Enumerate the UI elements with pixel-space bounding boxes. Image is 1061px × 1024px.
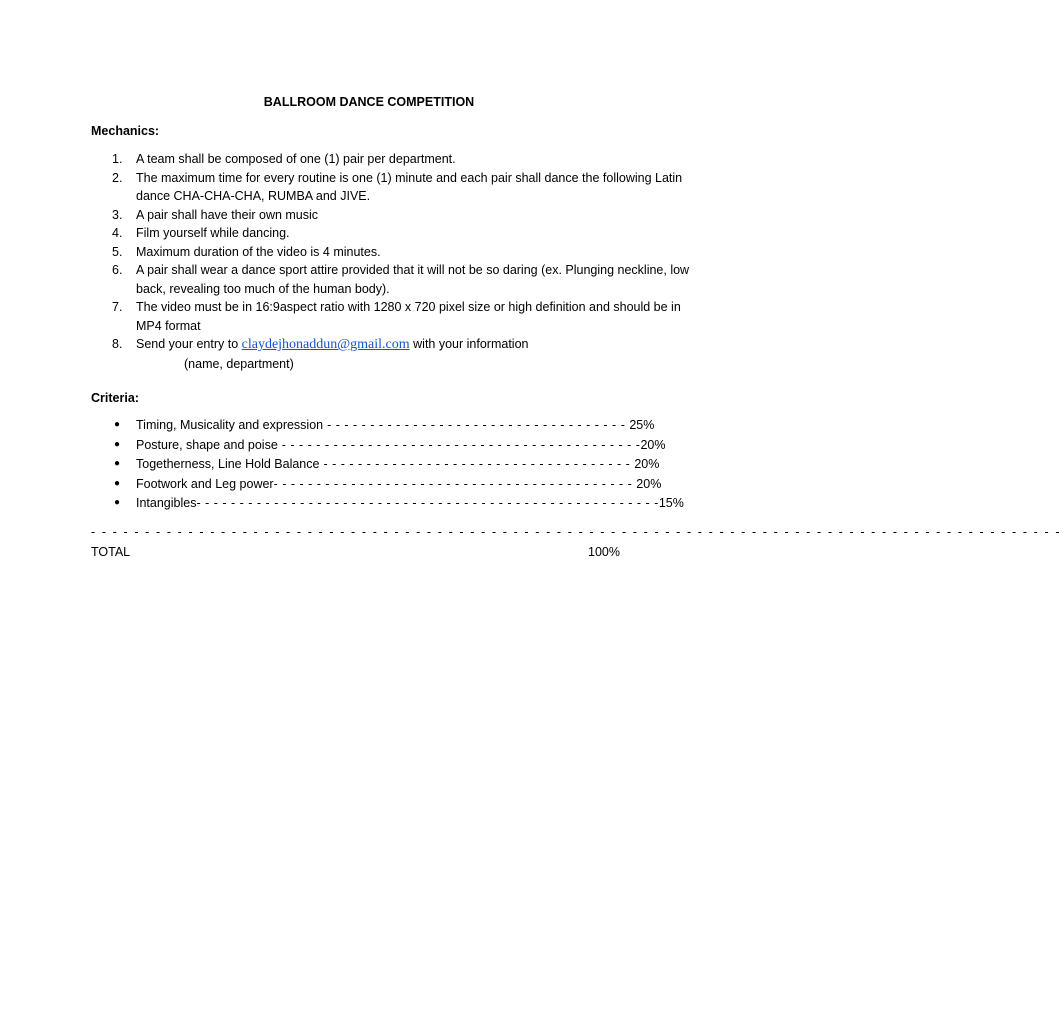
criteria-percent: 20% (640, 437, 666, 452)
criteria-name: Posture, shape and poise (136, 437, 278, 452)
dash-leader: - - - - - - - - - - - - - - - - - - - - - - - - - - - - - - - - - - - - - - - - - - - - - - - - - - - - - - (196, 496, 659, 510)
criteria-list (91, 416, 684, 514)
list-item (91, 298, 691, 335)
list-number: 3. (112, 207, 123, 222)
criteria-name: Intangibles (136, 496, 197, 510)
list-text: A pair shall have their own music (136, 207, 319, 222)
bullet-icon: ● (114, 477, 121, 489)
list-text: The maximum time for every routine is one (1) minute and each pair shall dance the following Latin dance CHA-CHA-CHA, RUMBA and JIVE. (136, 170, 683, 203)
criteria-item (91, 436, 666, 456)
dash-leader: - - - - - - - - - - - - - - - - - - - - - - - - - - - - - - - - - - - (323, 418, 630, 432)
bullet-icon: ● (114, 458, 121, 469)
list-item (91, 169, 691, 206)
list-item (91, 261, 691, 298)
document-title: BALLROOM DANCE COMPETITION (263, 95, 475, 109)
criteria-item (91, 475, 662, 495)
info-subtext: (name, department) (184, 356, 294, 371)
bullet-icon: ● (114, 438, 121, 450)
list-text: A team shall be composed of one (1) pair per department. (136, 152, 456, 166)
dash-leader: - - - - - - - - - - - - - - - - - - - - - - - - - - - - - - - - - - - - - - - - - - (277, 437, 641, 452)
email-link[interactable]: claydejhonaddun@gmail.com (241, 337, 410, 352)
list-text: The video must be in 16:9aspect ratio with 1280 x 720 pixel size or high definition and should be in MP4 format (136, 300, 681, 333)
total-label: TOTAL (91, 545, 131, 559)
list-text: Maximum duration of the video is 4 minutes. (136, 244, 381, 259)
mechanics-heading: Mechanics: (91, 124, 160, 138)
dashed-separator: - - - - - - - - - - - - - - - - - - - - - - - - - - - - - - - - - - - - - - - - - - - - - - - - - - - - - - - - - - - - - - - - - - - - - - - - - - - - - - - - - - - - - - - - - - (91, 525, 1061, 539)
bullet-icon: ● (114, 497, 121, 508)
list-item (91, 243, 691, 262)
list-item (91, 206, 691, 225)
criteria-percent: 15% (658, 496, 684, 510)
criteria-name: Togetherness, Line Hold Balance (136, 457, 320, 471)
list-item (91, 335, 691, 355)
criteria-percent: 25% (629, 418, 655, 432)
list-number: 2. (112, 170, 123, 185)
list-number: 5. (112, 244, 123, 259)
criteria-percent: 20% (634, 457, 660, 471)
list-text (136, 335, 691, 355)
list-number: 7. (112, 300, 123, 314)
list-number: 6. (112, 263, 123, 277)
criteria-item (91, 416, 655, 436)
mechanics-list (91, 150, 691, 373)
dash-leader: - - - - - - - - - - - - - - - - - - - - - - - - - - - - - - - - - - - - - - - - - - (273, 476, 637, 491)
criteria-item (91, 494, 684, 514)
entry-prefix: Send your entry to (136, 337, 239, 351)
bullet-icon: ● (114, 419, 121, 430)
list-number: 8. (112, 337, 123, 351)
criteria-heading: Criteria: (91, 391, 139, 405)
list-item (91, 150, 691, 169)
criteria-name: Footwork and Leg power (136, 476, 274, 491)
entry-suffix: with your information (413, 337, 529, 351)
list-number: 1. (112, 152, 123, 166)
list-text: A pair shall wear a dance sport attire provided that it will not be so daring (ex. Plunging neckline, low back, revealing too much of the human body). (136, 263, 690, 296)
criteria-item (91, 455, 660, 475)
criteria-name: Timing, Musicality and expression (136, 418, 324, 432)
list-number: 4. (112, 226, 123, 240)
list-item (91, 224, 691, 243)
total-value: 100% (588, 545, 620, 559)
dash-leader: - - - - - - - - - - - - - - - - - - - - - - - - - - - - - - - - - - - - (319, 457, 635, 471)
criteria-percent: 20% (636, 476, 662, 491)
list-text: Film yourself while dancing. (136, 226, 290, 240)
